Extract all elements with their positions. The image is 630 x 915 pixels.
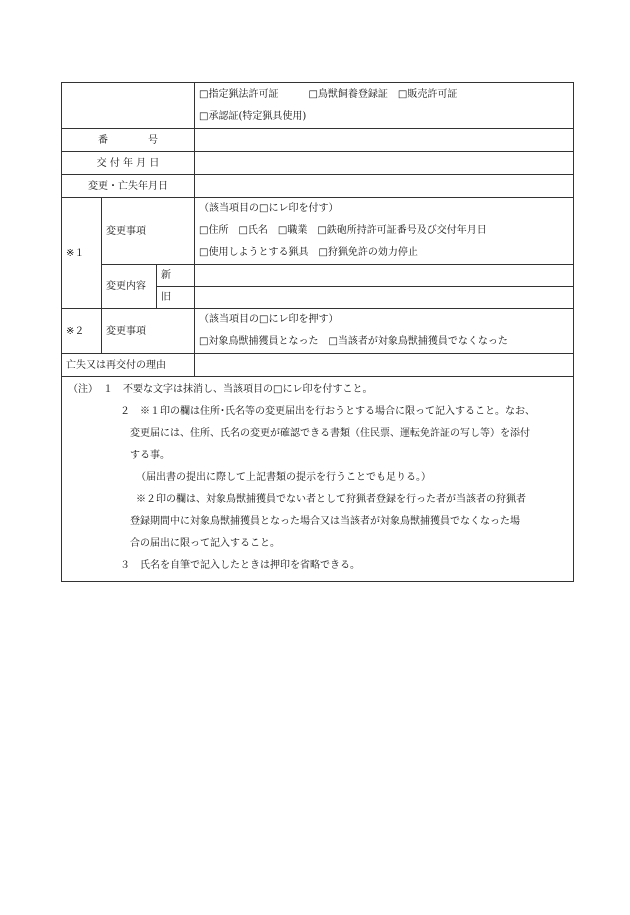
note-line: ２ ※１印の欄は住所･氏名等の変更届出を行おうとする場合に限って記入すること。なお、 bbox=[120, 406, 535, 417]
issue-date-label: 交 付 年 月 日 bbox=[62, 152, 195, 175]
permit-type-label-cell bbox=[62, 83, 195, 129]
section1-options-line2: □使用しようとする猟具 □狩猟免許の効力停止 bbox=[199, 247, 418, 258]
section2-options: □対象鳥獣捕獲員となった □当該者が対象鳥獣捕獲員でなくなった bbox=[199, 336, 508, 347]
note-line: ３ 氏名を自筆で記入したときは押印を省略できる。 bbox=[120, 560, 360, 571]
number-row bbox=[62, 129, 574, 152]
notification-form-table bbox=[61, 82, 574, 582]
section1-change-item-label: 変更事項 bbox=[102, 198, 195, 265]
notes-cell bbox=[62, 377, 574, 582]
reason-value-cell bbox=[195, 354, 574, 377]
section1-options-line1: □住所 □氏名 □職業 □鉄砲所持許可証番号及び交付年月日 bbox=[199, 225, 487, 236]
section1-new-label: 新 bbox=[157, 265, 195, 287]
section1-new-row bbox=[62, 265, 574, 287]
change-date-value-cell bbox=[195, 175, 574, 198]
issue-date-value-cell bbox=[195, 152, 574, 175]
section1-mark: ※１ bbox=[62, 198, 102, 309]
note-line: 合の届出に限って記入すること。 bbox=[130, 538, 280, 549]
section2-mark: ※２ bbox=[62, 309, 102, 354]
number-value-cell bbox=[195, 129, 574, 152]
permit-options-line1: □指定猟法許可証 □鳥獣飼養登録証 □販売許可証 bbox=[199, 88, 458, 100]
section1-old-label: 旧 bbox=[157, 287, 195, 309]
note-line: （届出書の提出に際して上記書類の提示を行うことでも足りる。） bbox=[136, 472, 431, 483]
section1-content-label: 変更内容 bbox=[102, 265, 157, 309]
note-line: 登録期間中に対象鳥獣捕獲員となった場合又は当該者が対象鳥獣捕獲員でなくなった場 bbox=[130, 516, 520, 527]
note-line: する事。 bbox=[130, 450, 170, 461]
section2-change-item-row bbox=[62, 309, 574, 354]
change-date-label: 変更・亡失年月日 bbox=[62, 175, 195, 198]
section2-instruction: （該当項目の□にレ印を押す） bbox=[199, 314, 339, 325]
section2-change-item-label: 変更事項 bbox=[102, 309, 195, 354]
note-line: （注） １ 不要な文字は抹消し、当該項目の□にレ印を付すこと。 bbox=[68, 384, 373, 395]
section1-change-item-options bbox=[195, 198, 574, 265]
note-line: ※２印の欄は、対象鳥獣捕獲員でない者として狩猟者登録を行った者が当該者の狩猟者 bbox=[136, 494, 526, 505]
note-line: 変更届には、住所、氏名の変更が確認できる書類（住民票、運転免許証の写し等）を添付 bbox=[130, 428, 530, 439]
reason-row bbox=[62, 354, 574, 377]
permit-options-line2: □承認証(特定猟具使用) bbox=[199, 110, 307, 122]
section1-instruction: （該当項目の□にレ印を付す） bbox=[199, 203, 339, 214]
number-label: 番 号 bbox=[62, 129, 195, 152]
change-date-row bbox=[62, 175, 574, 198]
section1-new-value-cell bbox=[195, 265, 574, 287]
permit-type-row bbox=[62, 83, 574, 129]
permit-type-options-cell bbox=[195, 83, 574, 129]
section1-change-item-row bbox=[62, 198, 574, 265]
reason-label: 亡失又は再交付の理由 bbox=[62, 354, 195, 377]
notes-row bbox=[62, 377, 574, 582]
section1-old-value-cell bbox=[195, 287, 574, 309]
section2-change-item-options bbox=[195, 309, 574, 354]
issue-date-row bbox=[62, 152, 574, 175]
